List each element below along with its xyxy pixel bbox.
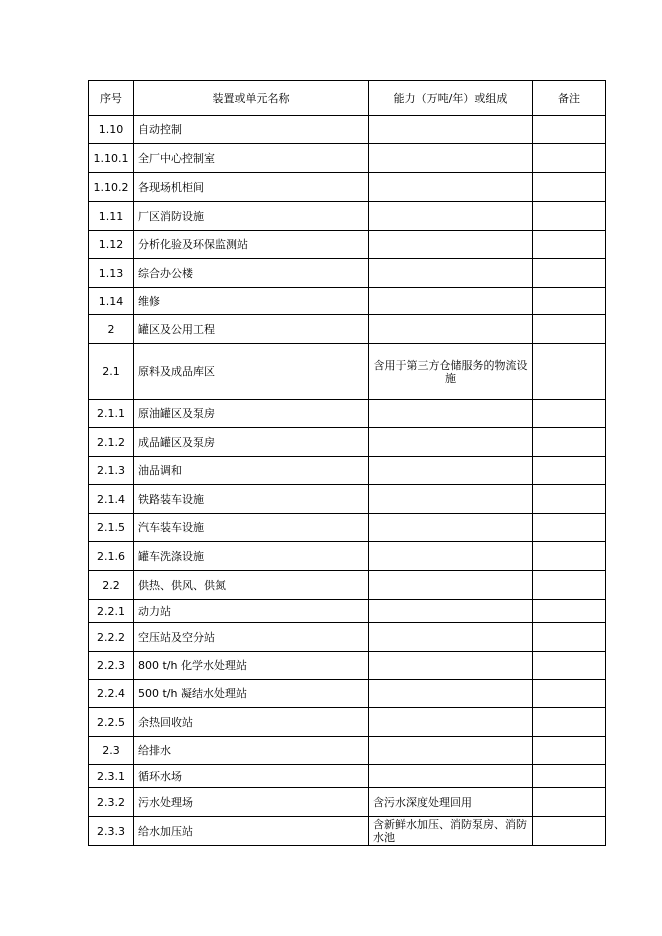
table-row xyxy=(89,600,606,623)
row-unit-name: 成品罐区及泵房 xyxy=(134,428,369,457)
table-row xyxy=(89,116,606,144)
row-remarks xyxy=(533,202,606,231)
row-capacity xyxy=(369,652,533,680)
row-unit-name: 原料及成品库区 xyxy=(134,344,369,400)
row-remarks xyxy=(533,817,606,846)
row-capacity xyxy=(369,737,533,765)
table-row xyxy=(89,259,606,288)
row-unit-name: 余热回收站 xyxy=(134,708,369,737)
row-remarks xyxy=(533,344,606,400)
row-index: 2.1.2 xyxy=(89,428,134,457)
row-unit-name: 循环水场 xyxy=(134,765,369,788)
row-capacity xyxy=(369,680,533,708)
row-unit-name: 给水加压站 xyxy=(134,817,369,846)
row-capacity xyxy=(369,571,533,600)
row-index: 1.12 xyxy=(89,231,134,259)
row-remarks xyxy=(533,514,606,542)
row-index: 1.10.1 xyxy=(89,144,134,173)
table-header-row xyxy=(89,81,606,116)
row-capacity xyxy=(369,231,533,259)
row-unit-name: 给排水 xyxy=(134,737,369,765)
row-index: 2.1.3 xyxy=(89,457,134,485)
row-remarks xyxy=(533,485,606,514)
row-index: 2.2.4 xyxy=(89,680,134,708)
row-unit-name: 汽车装车设施 xyxy=(134,514,369,542)
row-capacity xyxy=(369,173,533,202)
table-row xyxy=(89,344,606,400)
row-unit-name: 空压站及空分站 xyxy=(134,623,369,652)
row-remarks xyxy=(533,708,606,737)
row-unit-name: 全厂中心控制室 xyxy=(134,144,369,173)
row-index: 2.2.5 xyxy=(89,708,134,737)
row-capacity xyxy=(369,457,533,485)
table-row xyxy=(89,514,606,542)
header-unit-name: 装置或单元名称 xyxy=(134,81,369,116)
row-unit-name: 500 t/h 凝结水处理站 xyxy=(134,680,369,708)
table-row xyxy=(89,623,606,652)
table-body xyxy=(89,116,606,846)
row-index: 2.1.1 xyxy=(89,400,134,428)
table-row xyxy=(89,202,606,231)
row-remarks xyxy=(533,288,606,315)
row-index: 2.1.6 xyxy=(89,542,134,571)
row-remarks xyxy=(533,571,606,600)
table-row xyxy=(89,737,606,765)
row-unit-name: 污水处理场 xyxy=(134,788,369,817)
row-index: 1.13 xyxy=(89,259,134,288)
row-unit-name: 罐车洗涤设施 xyxy=(134,542,369,571)
row-index: 2.3.3 xyxy=(89,817,134,846)
row-capacity xyxy=(369,116,533,144)
row-index: 1.10 xyxy=(89,116,134,144)
header-index: 序号 xyxy=(89,81,134,116)
row-unit-name: 维修 xyxy=(134,288,369,315)
row-capacity: 含用于第三方仓储服务的物流设施 xyxy=(369,344,533,400)
row-index: 1.11 xyxy=(89,202,134,231)
table-row xyxy=(89,457,606,485)
row-index: 1.14 xyxy=(89,288,134,315)
table-row xyxy=(89,400,606,428)
row-index: 2.3 xyxy=(89,737,134,765)
row-capacity xyxy=(369,708,533,737)
row-capacity xyxy=(369,315,533,344)
row-index: 2.3.1 xyxy=(89,765,134,788)
row-capacity xyxy=(369,428,533,457)
table-row xyxy=(89,788,606,817)
row-index: 2.3.2 xyxy=(89,788,134,817)
table-row xyxy=(89,315,606,344)
row-unit-name: 分析化验及环保监测站 xyxy=(134,231,369,259)
row-remarks xyxy=(533,259,606,288)
row-index: 2.2 xyxy=(89,571,134,600)
row-index: 2.1 xyxy=(89,344,134,400)
table-row xyxy=(89,144,606,173)
row-unit-name: 各现场机柜间 xyxy=(134,173,369,202)
row-index: 2.1.5 xyxy=(89,514,134,542)
row-remarks xyxy=(533,315,606,344)
row-remarks xyxy=(533,737,606,765)
table-row xyxy=(89,765,606,788)
row-remarks xyxy=(533,400,606,428)
row-capacity xyxy=(369,623,533,652)
row-unit-name: 原油罐区及泵房 xyxy=(134,400,369,428)
row-remarks xyxy=(533,623,606,652)
table-row xyxy=(89,428,606,457)
table-row xyxy=(89,571,606,600)
row-index: 2 xyxy=(89,315,134,344)
row-capacity xyxy=(369,259,533,288)
row-unit-name: 800 t/h 化学水处理站 xyxy=(134,652,369,680)
row-index: 1.10.2 xyxy=(89,173,134,202)
row-unit-name: 厂区消防设施 xyxy=(134,202,369,231)
row-index: 2.2.1 xyxy=(89,600,134,623)
row-remarks xyxy=(533,542,606,571)
row-index: 2.1.4 xyxy=(89,485,134,514)
table-row xyxy=(89,817,606,846)
row-capacity xyxy=(369,400,533,428)
row-remarks xyxy=(533,173,606,202)
row-remarks xyxy=(533,144,606,173)
row-remarks xyxy=(533,428,606,457)
row-remarks xyxy=(533,457,606,485)
table-row xyxy=(89,288,606,315)
row-unit-name: 罐区及公用工程 xyxy=(134,315,369,344)
row-remarks xyxy=(533,231,606,259)
row-capacity xyxy=(369,765,533,788)
row-remarks xyxy=(533,600,606,623)
row-capacity xyxy=(369,600,533,623)
row-index: 2.2.2 xyxy=(89,623,134,652)
row-capacity xyxy=(369,202,533,231)
row-unit-name: 自动控制 xyxy=(134,116,369,144)
table-row xyxy=(89,708,606,737)
row-remarks xyxy=(533,652,606,680)
row-capacity xyxy=(369,144,533,173)
table-row xyxy=(89,173,606,202)
table-row xyxy=(89,652,606,680)
row-unit-name: 油品调和 xyxy=(134,457,369,485)
row-remarks xyxy=(533,765,606,788)
header-remarks: 备注 xyxy=(533,81,606,116)
row-capacity: 含污水深度处理回用 xyxy=(369,788,533,817)
row-index: 2.2.3 xyxy=(89,652,134,680)
row-remarks xyxy=(533,680,606,708)
row-unit-name: 供热、供风、供氮 xyxy=(134,571,369,600)
facility-table xyxy=(88,80,606,846)
row-remarks xyxy=(533,116,606,144)
row-capacity xyxy=(369,288,533,315)
document-page xyxy=(88,80,606,846)
row-remarks xyxy=(533,788,606,817)
table-row xyxy=(89,231,606,259)
row-unit-name: 铁路装车设施 xyxy=(134,485,369,514)
header-capacity: 能力（万吨/年）或组成 xyxy=(369,81,533,116)
table-row xyxy=(89,542,606,571)
row-unit-name: 综合办公楼 xyxy=(134,259,369,288)
row-capacity xyxy=(369,542,533,571)
row-capacity xyxy=(369,485,533,514)
row-capacity xyxy=(369,514,533,542)
row-unit-name: 动力站 xyxy=(134,600,369,623)
table-row xyxy=(89,485,606,514)
row-capacity: 含新鲜水加压、消防泵房、消防水池 xyxy=(369,817,533,846)
table-row xyxy=(89,680,606,708)
